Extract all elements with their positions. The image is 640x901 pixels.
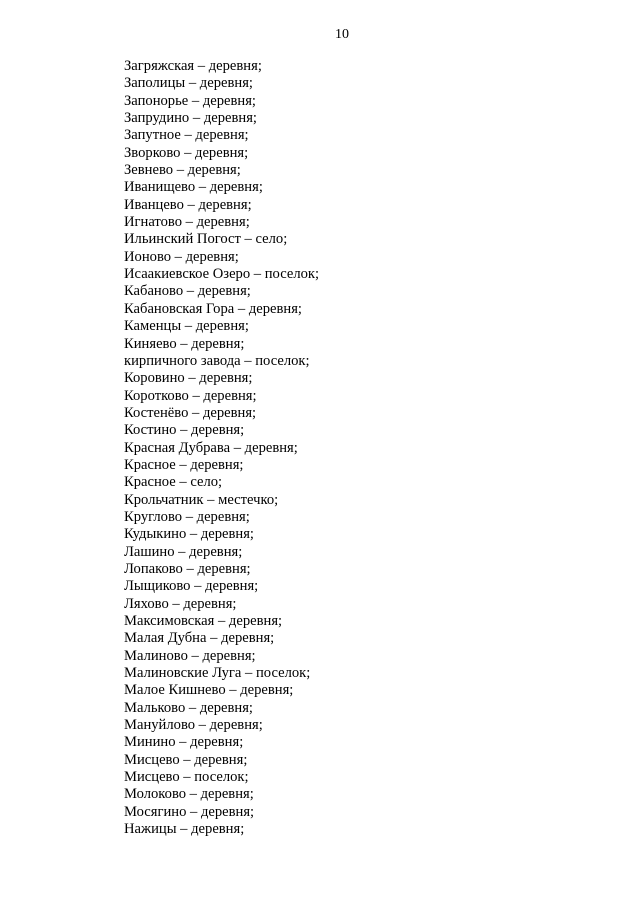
settlement-entry: Круглово – деревня; — [124, 508, 250, 525]
settlement-entry: Мануйлово – деревня; — [124, 717, 263, 734]
settlement-entry: Иванищево – деревня; — [124, 179, 263, 196]
settlement-entry: Лопаково – деревня; — [124, 560, 251, 577]
settlement-entry: Ляхово – деревня; — [124, 595, 237, 612]
settlement-entry: Лашино – деревня; — [124, 543, 243, 560]
settlement-entry: Игнатово – деревня; — [124, 214, 250, 231]
settlement-entry: Коровино – деревня; — [124, 370, 253, 387]
page-number: 10 — [335, 27, 349, 42]
settlement-entry: Минино – деревня; — [124, 734, 244, 751]
settlement-entry: Максимовская – деревня; — [124, 613, 283, 629]
settlement-entry: Иванцево – деревня; — [124, 196, 252, 213]
settlement-entry: Костенёво – деревня; — [124, 404, 257, 421]
settlement-entry: Мальково – деревня; — [124, 699, 253, 716]
settlement-entry: Ильинский Погост – село; — [124, 231, 288, 248]
settlement-entry: Запрудино – деревня; — [124, 110, 257, 127]
settlement-entry: Каменцы – деревня; — [124, 318, 249, 335]
settlement-entry: Малое Кишнево – деревня; — [124, 682, 294, 699]
settlement-entry: Кудыкино – деревня; — [124, 526, 254, 543]
settlement-entry: Загряжская – деревня; — [124, 58, 262, 74]
settlement-entry: кирпичного завода – поселок; — [124, 352, 310, 369]
settlement-entry: Нажицы – деревня; — [124, 821, 245, 838]
settlement-entry: Кабаново – деревня; — [124, 283, 251, 300]
settlement-entry: Кабановская Гора – деревня; — [124, 300, 302, 317]
settlement-entry: Запонорье – деревня; — [124, 92, 256, 109]
settlement-entry: Красное – село; — [124, 474, 223, 491]
settlement-entry: Красная Дубрава – деревня; — [124, 439, 298, 456]
settlement-entry: Зевнево – деревня; — [124, 162, 241, 179]
settlement-entry: Ионово – деревня; — [124, 248, 239, 265]
settlement-entry: Лыщиково – деревня; — [124, 578, 259, 595]
settlement-entry: Киняево – деревня; — [124, 335, 245, 352]
settlement-entry: Мосягино – деревня; — [124, 803, 255, 820]
settlement-entry: Костино – деревня; — [124, 422, 245, 439]
settlement-entry: Коротково – деревня; — [124, 387, 257, 404]
settlement-entry: Молоково – деревня; — [124, 786, 254, 803]
settlement-list — [124, 58, 319, 838]
settlement-entry: Малиновские Луга – поселок; — [124, 665, 311, 682]
settlement-entry: Зворково – деревня; — [124, 144, 249, 161]
settlement-entry: Исаакиевское Озеро – поселок; — [124, 266, 320, 283]
settlement-entry: Мисцево – деревня; — [124, 751, 248, 768]
settlement-entry: Мисцево – поселок; — [124, 769, 249, 786]
settlement-entry: Крольчатник – местечко; — [124, 491, 279, 508]
settlement-entry: Малиново – деревня; — [124, 647, 256, 664]
settlement-entry: Красное – деревня; — [124, 456, 244, 473]
settlement-entry: Малая Дубна – деревня; — [124, 630, 275, 647]
settlement-entry: Заполицы – деревня; — [124, 75, 253, 92]
settlement-entry: Запутное – деревня; — [124, 127, 249, 144]
